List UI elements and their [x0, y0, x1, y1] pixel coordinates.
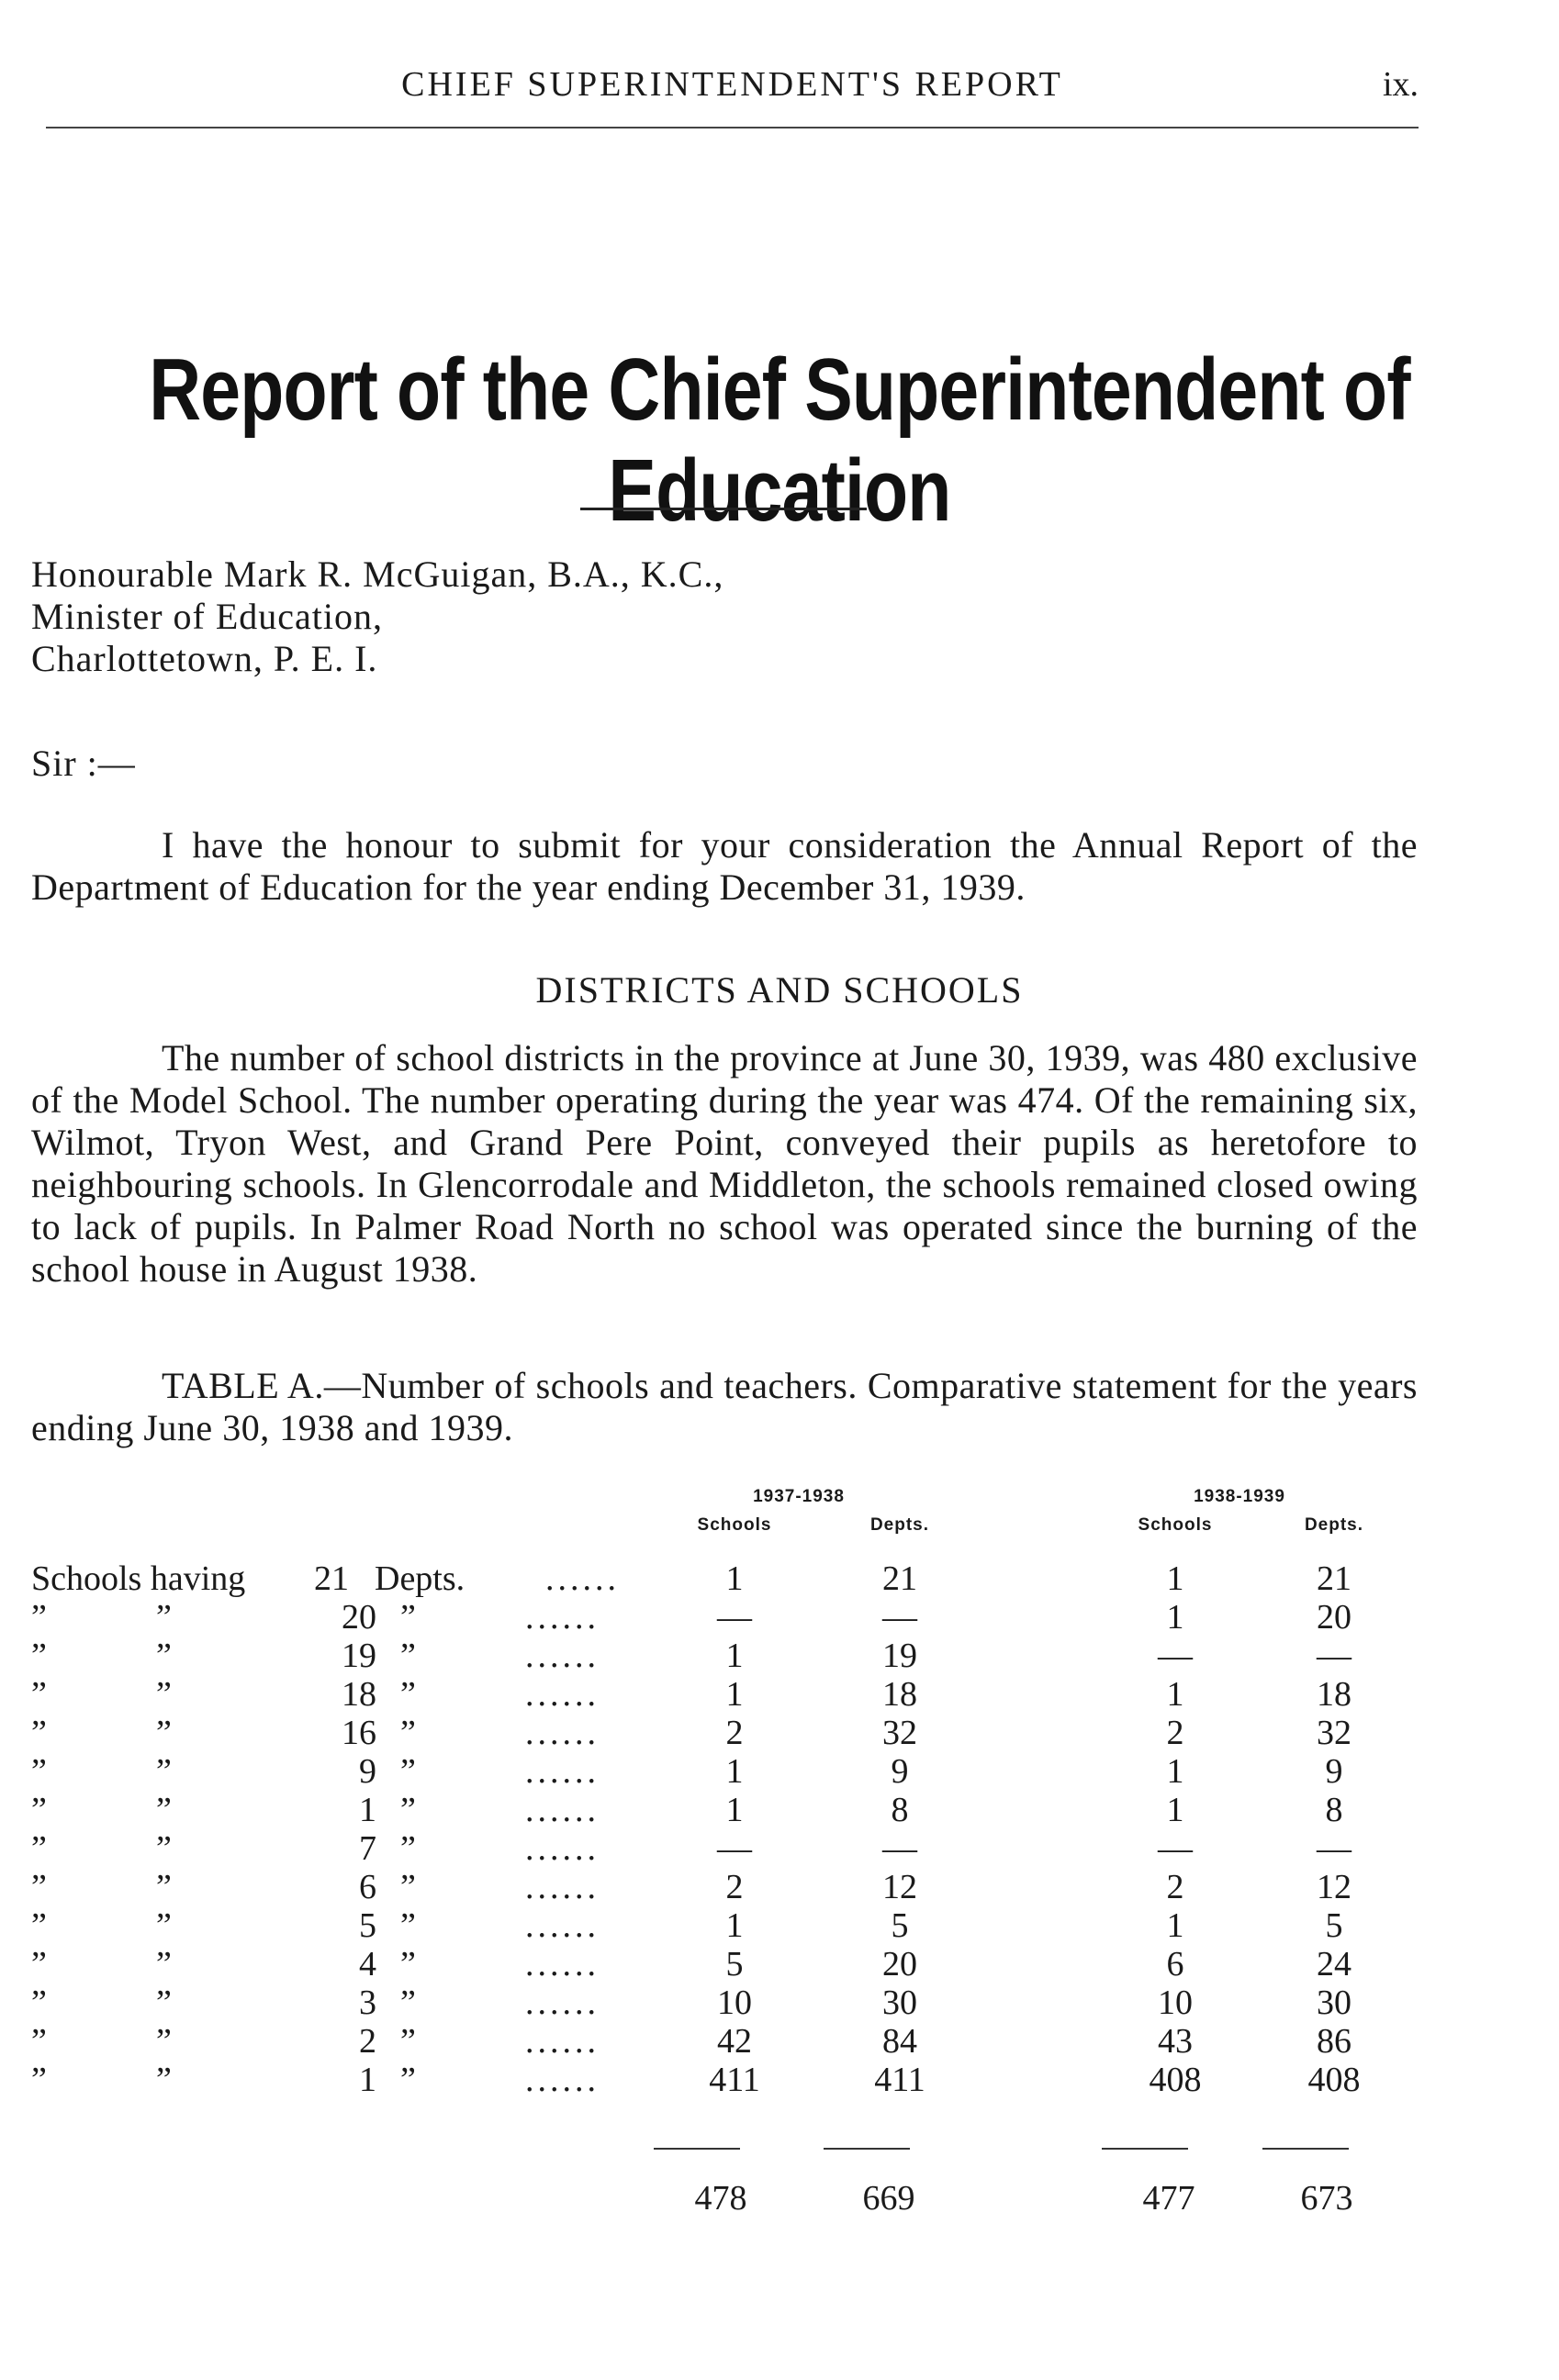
dept-count: 19 — [342, 1637, 376, 1675]
ditto-mark: ” — [156, 2022, 172, 2061]
ditto-mark: ” — [156, 1983, 172, 2022]
address-line: Minister of Education, — [31, 596, 384, 637]
sum-rule — [654, 2148, 740, 2150]
leader-dots: ...... — [525, 2022, 600, 2061]
schools-1939: 1 — [1166, 1791, 1184, 1829]
schools-1938: 1 — [725, 1637, 744, 1675]
ditto-mark: ” — [31, 1791, 47, 1829]
sum-rule — [1102, 2148, 1188, 2150]
ditto-mark: ” — [31, 1983, 47, 2022]
depts-1939: 8 — [1325, 1791, 1343, 1829]
table-row — [0, 1905, 1559, 1944]
dept-count: 3 — [359, 1983, 376, 2022]
depts-1939: 21 — [1317, 1559, 1352, 1598]
table-row — [0, 1559, 1559, 1597]
schools-1939: 43 — [1158, 2022, 1193, 2061]
depts-1939: 18 — [1317, 1675, 1352, 1714]
schools-1939: 408 — [1149, 2061, 1202, 2099]
depts-1939: 9 — [1325, 1752, 1343, 1791]
running-head — [46, 57, 1419, 112]
report-title: Report of the Chief Superintendent of Education — [149, 341, 1410, 540]
ditto-mark: ” — [31, 1752, 47, 1791]
schools-1938: 2 — [725, 1868, 744, 1906]
leader-dots: ...... — [525, 1829, 600, 1868]
depts-1939: 24 — [1317, 1945, 1352, 1983]
leader-dots: ...... — [525, 1675, 600, 1714]
column-heading: Schools — [1138, 1515, 1213, 1535]
ditto-mark: ” — [400, 1829, 416, 1868]
ditto-mark: ” — [31, 1906, 47, 1945]
ditto-mark: ” — [400, 1714, 416, 1752]
schools-1939: 6 — [1166, 1945, 1184, 1983]
ditto-mark: ” — [31, 1714, 47, 1752]
depts-1938: 30 — [882, 1983, 917, 2022]
ditto-mark: ” — [156, 1868, 172, 1906]
dept-count: 6 — [359, 1868, 376, 1906]
ditto-mark: ” — [400, 1868, 416, 1906]
running-head-title: CHIEF SUPERINTENDENT'S REPORT — [401, 65, 1063, 104]
table-row — [0, 2021, 1559, 2060]
sum-rule — [824, 2148, 910, 2150]
depts-1938: 84 — [882, 2022, 917, 2061]
ditto-mark: ” — [156, 1906, 172, 1945]
title-divider — [580, 508, 867, 510]
ditto-mark: ” — [400, 1637, 416, 1675]
depts-1938: 8 — [891, 1791, 909, 1829]
leader-dots: ...... — [525, 1945, 600, 1983]
depts-1938: — — [882, 1829, 917, 1868]
depts-1939: 12 — [1317, 1868, 1352, 1906]
ditto-mark: ” — [156, 1752, 172, 1791]
table-row — [0, 1636, 1559, 1674]
ditto-mark: ” — [400, 1983, 416, 2022]
address-line: Charlottetown, P. E. I. — [31, 638, 378, 679]
leader-dots: ...... — [545, 1559, 620, 1598]
page-number: ix. — [1382, 65, 1419, 104]
depts-1938: 9 — [891, 1752, 909, 1791]
ditto-mark: ” — [400, 1945, 416, 1983]
schools-1939: 10 — [1158, 1983, 1193, 2022]
unit-label: Depts. — [375, 1559, 465, 1598]
dept-count: 9 — [359, 1752, 376, 1791]
ditto-mark: ” — [31, 1829, 47, 1868]
schools-1938: — — [717, 1598, 752, 1637]
schools-1939: 2 — [1166, 1868, 1184, 1906]
depts-1939: 20 — [1317, 1598, 1352, 1637]
leader-dots: ...... — [525, 1637, 600, 1675]
schools-1939: 1 — [1166, 1675, 1184, 1714]
column-heading: Depts. — [1304, 1515, 1364, 1535]
table-row — [0, 1674, 1559, 1713]
header-divider — [46, 127, 1419, 128]
table-caption: TABLE A.—Number of schools and teachers. Comparative statement for the years ending June 30, 1938 and 1939. — [31, 1365, 1418, 1448]
depts-1938: 21 — [882, 1559, 917, 1598]
ditto-mark: ” — [31, 1945, 47, 1983]
ditto-mark: ” — [31, 1868, 47, 1906]
schools-1939: 1 — [1166, 1906, 1184, 1945]
schools-1938: 1 — [725, 1791, 744, 1829]
schools-1938: 5 — [725, 1945, 744, 1983]
depts-1939: 32 — [1317, 1714, 1352, 1752]
row-label: Schools having — [31, 1559, 246, 1598]
ditto-mark: ” — [156, 1791, 172, 1829]
salutation: Sir :— — [31, 743, 136, 784]
leader-dots: ...... — [525, 2061, 600, 2099]
ditto-mark: ” — [400, 1752, 416, 1791]
section-heading: DISTRICTS AND SCHOOLS — [535, 969, 1024, 1011]
schools-1939: 1 — [1166, 1752, 1184, 1791]
dept-count: 21 — [314, 1559, 349, 1598]
column-heading: Schools — [697, 1515, 772, 1535]
schools-1938: 1 — [725, 1906, 744, 1945]
table-row — [0, 1751, 1559, 1790]
sum-rule — [1262, 2148, 1349, 2150]
depts-1938: 19 — [882, 1637, 917, 1675]
leader-dots: ...... — [525, 1598, 600, 1637]
schools-1939: 1 — [1166, 1559, 1184, 1598]
depts-1938: 32 — [882, 1714, 917, 1752]
schools-1938: 1 — [725, 1675, 744, 1714]
schools-1938: 42 — [717, 2022, 752, 2061]
dept-count: 16 — [342, 1714, 376, 1752]
ditto-mark: ” — [400, 2061, 416, 2099]
depts-1938: 411 — [874, 2061, 925, 2099]
dept-count: 5 — [359, 1906, 376, 1945]
dept-count: 2 — [359, 2022, 376, 2061]
leader-dots: ...... — [525, 1983, 600, 2022]
schools-1939: 1 — [1166, 1598, 1184, 1637]
table-row — [0, 1713, 1559, 1751]
depts-1939: — — [1317, 1637, 1352, 1675]
ditto-mark: ” — [400, 1598, 416, 1637]
schools-1938: 10 — [717, 1983, 752, 2022]
ditto-mark: ” — [156, 1598, 172, 1637]
table-row — [0, 1828, 1559, 1867]
address-block — [31, 553, 723, 680]
total-schools-1938: 478 — [694, 2179, 747, 2218]
table-row — [0, 1983, 1559, 2021]
table-row — [0, 2060, 1559, 2098]
ditto-mark: ” — [400, 1675, 416, 1714]
depts-1939: 30 — [1317, 1983, 1352, 2022]
schools-1938: 2 — [725, 1714, 744, 1752]
leader-dots: ...... — [525, 1791, 600, 1829]
schools-1939: — — [1158, 1637, 1193, 1675]
depts-1938: 18 — [882, 1675, 917, 1714]
leader-dots: ...... — [525, 1906, 600, 1945]
depts-1939: 86 — [1317, 2022, 1352, 2061]
ditto-mark: ” — [31, 1675, 47, 1714]
dept-count: 1 — [359, 2061, 376, 2099]
depts-1939: 5 — [1325, 1906, 1343, 1945]
depts-1938: 5 — [891, 1906, 909, 1945]
ditto-mark: ” — [400, 1906, 416, 1945]
schools-1939: — — [1158, 1829, 1193, 1868]
schools-1938: — — [717, 1829, 752, 1868]
period-heading: 1938-1939 — [1194, 1487, 1285, 1506]
depts-1938: 20 — [882, 1945, 917, 1983]
leader-dots: ...... — [525, 1868, 600, 1906]
dept-count: 20 — [342, 1598, 376, 1637]
ditto-mark: ” — [400, 1791, 416, 1829]
period-heading: 1937-1938 — [753, 1487, 845, 1506]
total-schools-1939: 477 — [1142, 2179, 1195, 2218]
ditto-mark: ” — [156, 1829, 172, 1868]
schools-1938: 411 — [709, 2061, 760, 2099]
table-row — [0, 1790, 1559, 1828]
total-depts-1939: 673 — [1300, 2179, 1353, 2218]
dept-count: 4 — [359, 1945, 376, 1983]
schools-1938: 1 — [725, 1752, 744, 1791]
depts-1938: — — [882, 1598, 917, 1637]
dept-count: 18 — [342, 1675, 376, 1714]
dept-count: 7 — [359, 1829, 376, 1868]
ditto-mark: ” — [156, 1945, 172, 1983]
ditto-mark: ” — [156, 1637, 172, 1675]
ditto-mark: ” — [156, 2061, 172, 2099]
table-row — [0, 1944, 1559, 1983]
table-row — [0, 1867, 1559, 1905]
total-depts-1938: 669 — [862, 2179, 915, 2218]
schools-1938: 1 — [725, 1559, 744, 1598]
table-row — [0, 1597, 1559, 1636]
depts-1939: — — [1317, 1829, 1352, 1868]
address-line: Honourable Mark R. McGuigan, B.A., K.C., — [31, 553, 724, 595]
schools-1939: 2 — [1166, 1714, 1184, 1752]
depts-1938: 12 — [882, 1868, 917, 1906]
dept-count: 1 — [359, 1791, 376, 1829]
ditto-mark: ” — [31, 1598, 47, 1637]
ditto-mark: ” — [31, 1637, 47, 1675]
ditto-mark: ” — [31, 2061, 47, 2099]
ditto-mark: ” — [31, 2022, 47, 2061]
leader-dots: ...... — [525, 1714, 600, 1752]
districts-paragraph: The number of school districts in the province at June 30, 1939, was 480 exclusive of the Model School. The number operating during the year was 474. Of the remaining six, Wilmot, Tryon West, and Grand Pere Point, conveyed their pupils as heretofore to neighbouring schools. In Glencorrodale and Middleton, the schools remained closed owing to lack of pupils. In Palmer Road North no school was operated since the burning of the school house in August 1938. — [31, 1037, 1418, 1290]
depts-1939: 408 — [1307, 2061, 1361, 2099]
leader-dots: ...... — [525, 1752, 600, 1791]
ditto-mark: ” — [156, 1714, 172, 1752]
ditto-mark: ” — [156, 1675, 172, 1714]
intro-paragraph: I have the honour to submit for your consideration the Annual Report of the Department of Education for the year ending December 31, 1939. — [31, 824, 1418, 908]
column-heading: Depts. — [869, 1515, 930, 1535]
ditto-mark: ” — [400, 2022, 416, 2061]
